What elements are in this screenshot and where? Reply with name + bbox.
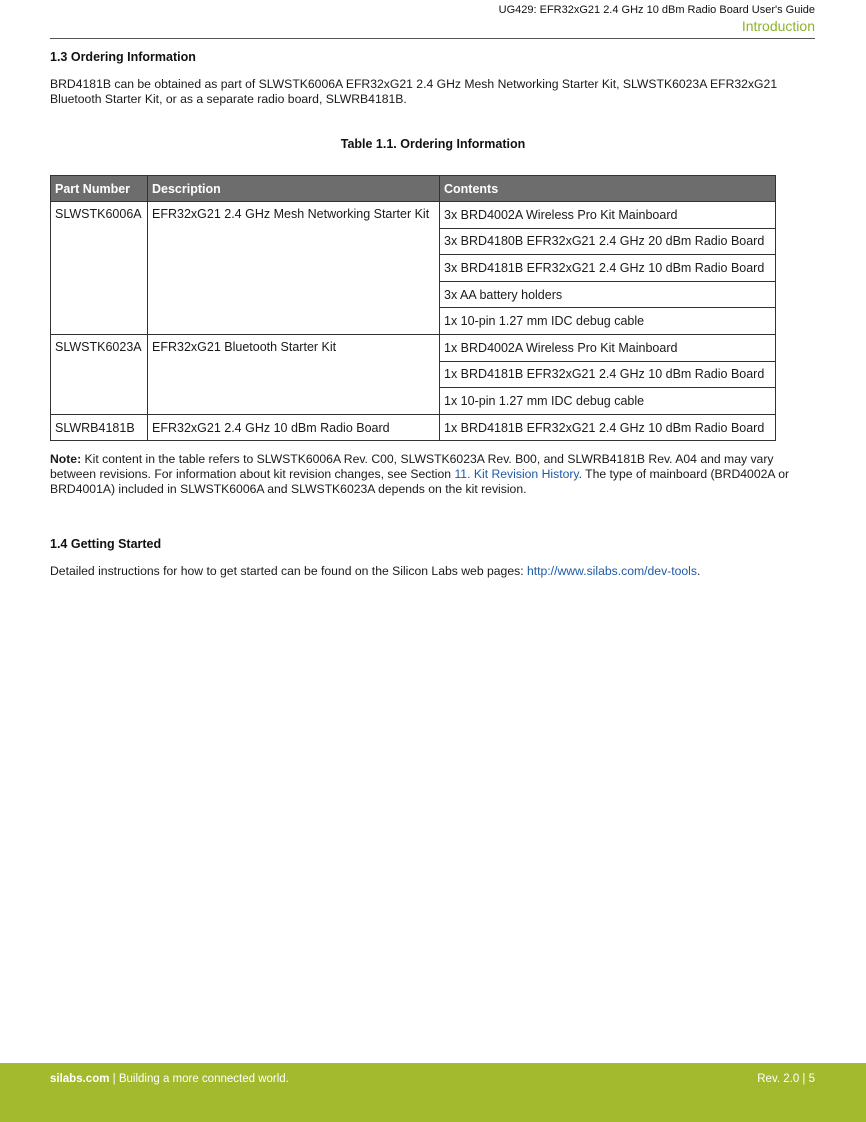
footer-slogan: | Building a more connected world. [109,1073,289,1085]
ordering-table [50,175,776,441]
column-header-contents: Contents [440,176,776,202]
part-number-cell: SLWSTK6023A [51,334,148,414]
footer-revision-page: Rev. 2.0 | 5 [757,1073,815,1085]
getting-started-text [50,564,816,579]
note-text-end: . The type of mainboard (BRD4002A or BRD4001A) included in SLWSTK6006A and SLWSTK6023A depends on the kit revision. [50,467,790,496]
page-header [50,4,815,39]
description-cell: EFR32xG21 Bluetooth Starter Kit [148,334,440,414]
contents-cell: 1x 10-pin 1.27 mm IDC debug cable [440,308,776,335]
contents-cell: 3x BRD4181B EFR32xG21 2.4 GHz 10 dBm Radio Board [440,255,776,282]
table-row [51,202,776,229]
note-label: Note: [50,452,82,466]
contents-cell: 1x BRD4002A Wireless Pro Kit Mainboard [440,334,776,361]
contents-cell: 1x BRD4181B EFR32xG21 2.4 GHz 10 dBm Radio Board [440,414,776,441]
footer-tagline [50,1073,289,1085]
contents-cell: 3x AA battery holders [440,281,776,308]
ordering-heading: 1.3 Ordering Information [50,50,196,64]
part-number-cell: SLWRB4181B [51,414,148,441]
table-header-row [51,176,776,202]
contents-cell: 1x BRD4181B EFR32xG21 2.4 GHz 10 dBm Radio Board [440,361,776,388]
ordering-intro: BRD4181B can be obtained as part of SLWSTK6006A EFR32xG21 2.4 GHz Mesh Networking Starter Kit, SLWSTK6023A EFR32xG21 Bluetooth Starter Kit, or as a separate radio board, SLWRB4181B. [50,77,778,106]
footer-site: silabs.com [50,1073,110,1085]
kit-revision-history-link[interactable]: 11. Kit Revision History [454,467,579,481]
note-text: Kit content in the table refers to SLWSTK6006A Rev. C00, SLWSTK6023A Rev. B00, and SLWRB4181B Rev. A04 and may vary between revisions. For information about kit revision changes, see Section [50,452,774,481]
description-cell: EFR32xG21 2.4 GHz 10 dBm Radio Board [148,414,440,441]
table-note [50,452,816,497]
getting-started-body: Detailed instructions for how to get started can be found on the Silicon Labs web pages: [50,564,527,578]
page-footer [0,1063,866,1122]
table-caption: Table 1.1. Ordering Information [340,137,526,151]
column-header-part-number: Part Number [51,176,148,202]
getting-started-heading: 1.4 Getting Started [50,537,162,551]
description-cell: EFR32xG21 2.4 GHz Mesh Networking Starter Kit [148,202,440,335]
contents-cell: 3x BRD4180B EFR32xG21 2.4 GHz 20 dBm Radio Board [440,228,776,255]
getting-started-period: . [696,564,701,578]
section-name: Introduction [741,18,815,34]
table-row [51,334,776,361]
contents-cell: 1x 10-pin 1.27 mm IDC debug cable [440,388,776,415]
column-header-description: Description [148,176,440,202]
contents-cell: 3x BRD4002A Wireless Pro Kit Mainboard [440,202,776,229]
document-title: UG429: EFR32xG21 2.4 GHz 10 dBm Radio Board User's Guide [498,4,815,16]
dev-tools-link[interactable]: http://www.silabs.com/dev-tools [526,564,697,578]
part-number-cell: SLWSTK6006A [51,202,148,335]
table-row [51,414,776,441]
